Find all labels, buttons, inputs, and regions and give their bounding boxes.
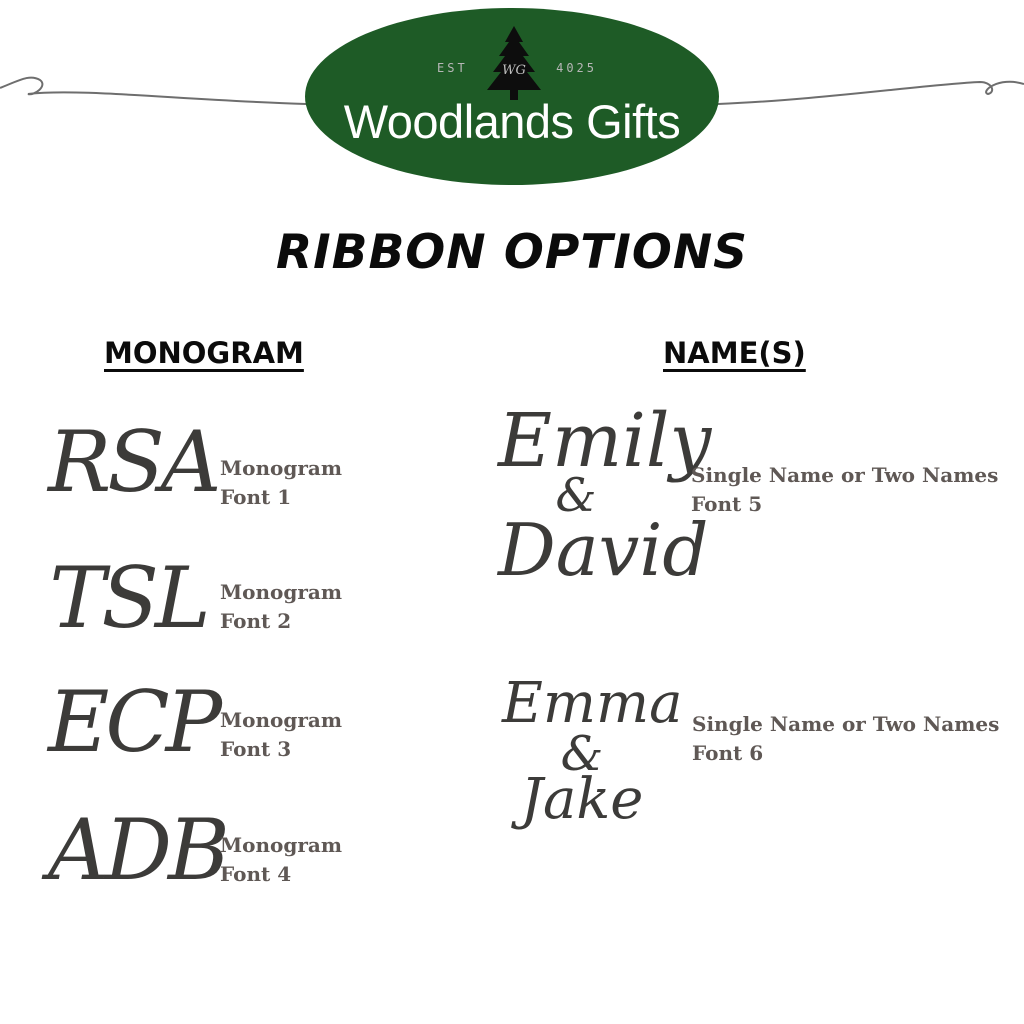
monogram-sample-font-4: ADB [48, 801, 226, 899]
label-line-2: Font 4 [220, 862, 292, 886]
label-line-2: Font 1 [220, 485, 292, 509]
brand-name: Woodlands Gifts [343, 95, 681, 148]
label-line-1: Monogram [220, 580, 343, 604]
label-line-1: Single Name or Two Names [692, 712, 1000, 736]
label-line-2: Font 2 [220, 609, 292, 633]
name-sample-font-6 [502, 671, 683, 832]
sample-name-1: Emily [498, 398, 712, 484]
label-line-2: Font 5 [691, 492, 763, 516]
sample-ampersand: & [555, 468, 597, 522]
monogram-font-3-label [220, 706, 342, 764]
logo-est-text: EST [437, 61, 468, 75]
logo-monogram-mark: WG [502, 63, 526, 78]
names-heading: NAME(S) [663, 336, 806, 370]
name-font-6-label [692, 710, 999, 768]
label-line-1: Monogram [220, 708, 343, 732]
monogram-sample-font-2: TSL [49, 549, 207, 647]
monogram-sample-font-1: RSA [48, 413, 218, 511]
sample-name-1: Emma [502, 671, 683, 736]
woodlands-gifts-logo [305, 8, 719, 185]
monogram-font-4-label [220, 831, 342, 889]
monogram-font-2-label [220, 578, 342, 636]
label-line-2: Font 6 [692, 741, 764, 765]
label-line-2: Font 3 [220, 737, 292, 761]
monogram-heading: MONOGRAM [104, 336, 304, 370]
sample-name-2: Jake [520, 767, 644, 832]
monogram-font-1-label [220, 454, 342, 512]
logo-year-text: 4025 [556, 61, 597, 75]
name-font-5-label [691, 461, 998, 519]
name-sample-font-5 [498, 398, 712, 592]
label-line-1: Single Name or Two Names [691, 463, 999, 487]
monogram-sample-font-3: ECP [48, 673, 219, 771]
label-line-1: Monogram [220, 833, 343, 857]
sample-ampersand: & [560, 726, 604, 782]
label-line-1: Monogram [220, 456, 343, 480]
sample-name-2: David [498, 508, 709, 592]
page-title: RIBBON OPTIONS [275, 225, 749, 280]
